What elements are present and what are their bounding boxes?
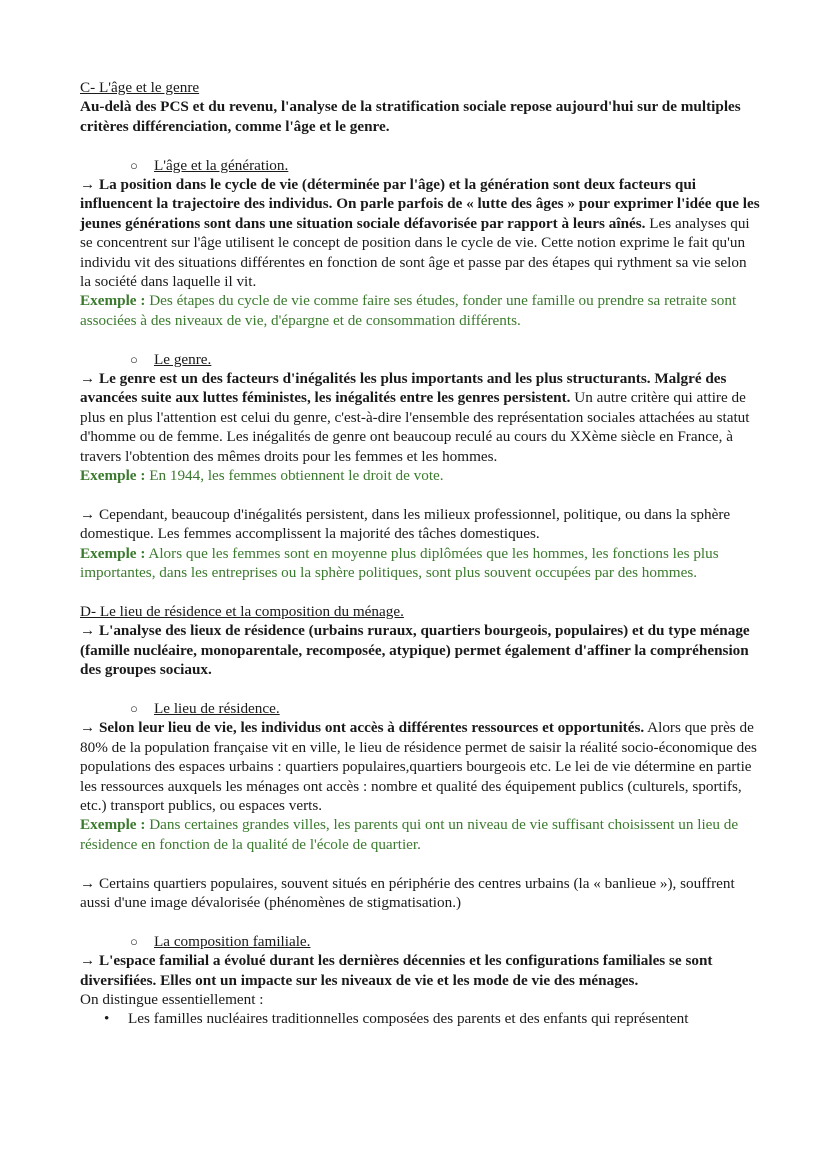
subsection-age-heading — [80, 156, 760, 175]
section-d-intro: → L'analyse des lieux de résidence (urbains ruraux, quartiers bourgeois, populaires) et du type ménage (famille nucléaire, monoparentale, recomposée, atypique) permet également d'affiner la compréhension des groupes sociaux. — [80, 622, 750, 679]
section-d-heading: D- Le lieu de résidence et la composition du ménage. — [80, 602, 404, 620]
circle-bullet-icon: ○ — [130, 933, 138, 949]
genre-example — [80, 466, 760, 485]
bullet-dot-icon: • — [104, 1010, 110, 1028]
section-c-intro: Au-delà des PCS et du revenu, l'analyse de la stratification sociale repose aujourd'hui sur de multiples critères différenciation, comme l'âge et le genre. — [80, 98, 741, 135]
subsection-genre-heading — [80, 350, 760, 369]
subsection-family-heading — [80, 932, 760, 951]
example-label: Exemple : — [80, 544, 146, 562]
family-intro-text: On distingue essentiellement : — [80, 990, 264, 1008]
genre-paragraph-2: → Cependant, beaucoup d'inégalités persistent, dans les milieux professionnel, politique, ou dans la sphère domestique. Les femmes accomplissent la majorité des tâches domestiques. — [80, 505, 731, 543]
subsection-family-title: La composition familiale. — [154, 932, 311, 950]
genre-example-2-text: Alors que les femmes sont en moyenne plus diplômées que les hommes, les fonctions les plus importantes, dans les entreprises ou la sphère politiques, sont plus souvent occupées par des hommes. — [80, 544, 719, 582]
residence-paragraph-2: → Certains quartiers populaires, souvent situés en périphérie des centres urbains (la « banlieue »), souffrent aussi d'une image dévalorisée (phénomènes de stigmatisation.) — [80, 874, 735, 911]
subsection-residence-title: Le lieu de résidence. — [154, 699, 280, 717]
residence-example-text: Dans certaines grandes villes, les parents qui ont un niveau de vie suffisant choisissent un lieu de résidence en fonction de la qualité de l'école de quartier. — [80, 816, 739, 853]
age-example-text: Des étapes du cycle de vie comme faire ses études, fonder une famille ou prendre sa retraite sont associées à des niveaux de vie, d'épargne et de consommation différents. — [80, 292, 737, 329]
genre-explanation: Un autre critère qui attire de plus en plus l'attention est celui du genre, c'est-à-dire l'ensemble des représentation sociales attachées au statut d'homme ou de femme. Les inégalités de genre ont beaucoup reculé au cours du XXème siècle en France, à travers l'obtention des mêmes droits pour les femmes et les hommes. — [80, 389, 750, 465]
list-item — [80, 1009, 760, 1028]
residence-explanation: Alors que près de 80% de la population française vit en ville, le lieu de résidence permet de saisir la réalité socio-économique des populations des espaces urbains : quartiers populaires,quartiers bourgeois etc. Le lei de vie détermine en partie les ressources auxquels les ménages ont accès : nombre et qualité des équipement publics (culturels, sportifs, etc.) transport publics, ou espaces verts. — [80, 719, 757, 814]
family-key-idea: → L'espace familial a évolué durant les dernières décennies et les configurations familiales se sont diversifiées. Elles ont un impacte sur les niveaux de vie et les mode de vie des ménages. — [80, 952, 713, 989]
age-key-idea: → La position dans le cycle de vie (déterminée par l'âge) et la génération sont deux facteurs qui influencent la trajectoire des individus. On parle parfois de « lutte des âges » pour exprimer l'idée que les jeunes générations sont dans une situation sociale défavorisée par rapport à leurs aînés. — [80, 176, 760, 232]
section-c-heading: C- L'âge et le genre — [80, 79, 200, 96]
age-explanation: Les analyses qui se concentrent sur l'âge utilisent le concept de position dans le cycle de vie. Cette notion exprime le fait qu'un individu vit des situations différentes en fonction de sont âge et passe par des étapes qui rythment sa vie selon la société dans laquelle il vit. — [80, 214, 750, 291]
genre-paragraph — [80, 369, 760, 466]
residence-example — [80, 815, 760, 854]
circle-bullet-icon: ○ — [130, 351, 138, 367]
genre-key-idea: → Le genre est un des facteurs d'inégalités les plus importants and les plus structurants. Malgré des avancées suite aux luttes féministes, les inégalités entre les genres persistent. — [80, 370, 727, 407]
residence-paragraph — [80, 718, 760, 815]
residence-key-idea: → Selon leur lieu de vie, les individus ont accès à différentes ressources et opportunités. — [80, 719, 645, 737]
age-example — [80, 291, 760, 330]
subsection-residence-heading — [80, 699, 760, 718]
circle-bullet-icon: ○ — [130, 157, 138, 173]
circle-bullet-icon: ○ — [130, 700, 138, 716]
list-item-text: Les familles nucléaires traditionnelles composées des parents et des enfants qui représentent — [128, 1010, 689, 1028]
document-page — [80, 78, 760, 1029]
example-label: Exemple : — [80, 292, 146, 310]
example-label: Exemple : — [80, 467, 146, 485]
subsection-age-title: L'âge et la génération. — [154, 156, 289, 174]
genre-example-2 — [80, 544, 760, 583]
example-label: Exemple : — [80, 816, 146, 834]
subsection-genre-title: Le genre. — [154, 350, 212, 368]
genre-example-text: En 1944, les femmes obtiennent le droit de vote. — [145, 467, 444, 485]
age-paragraph — [80, 175, 760, 291]
